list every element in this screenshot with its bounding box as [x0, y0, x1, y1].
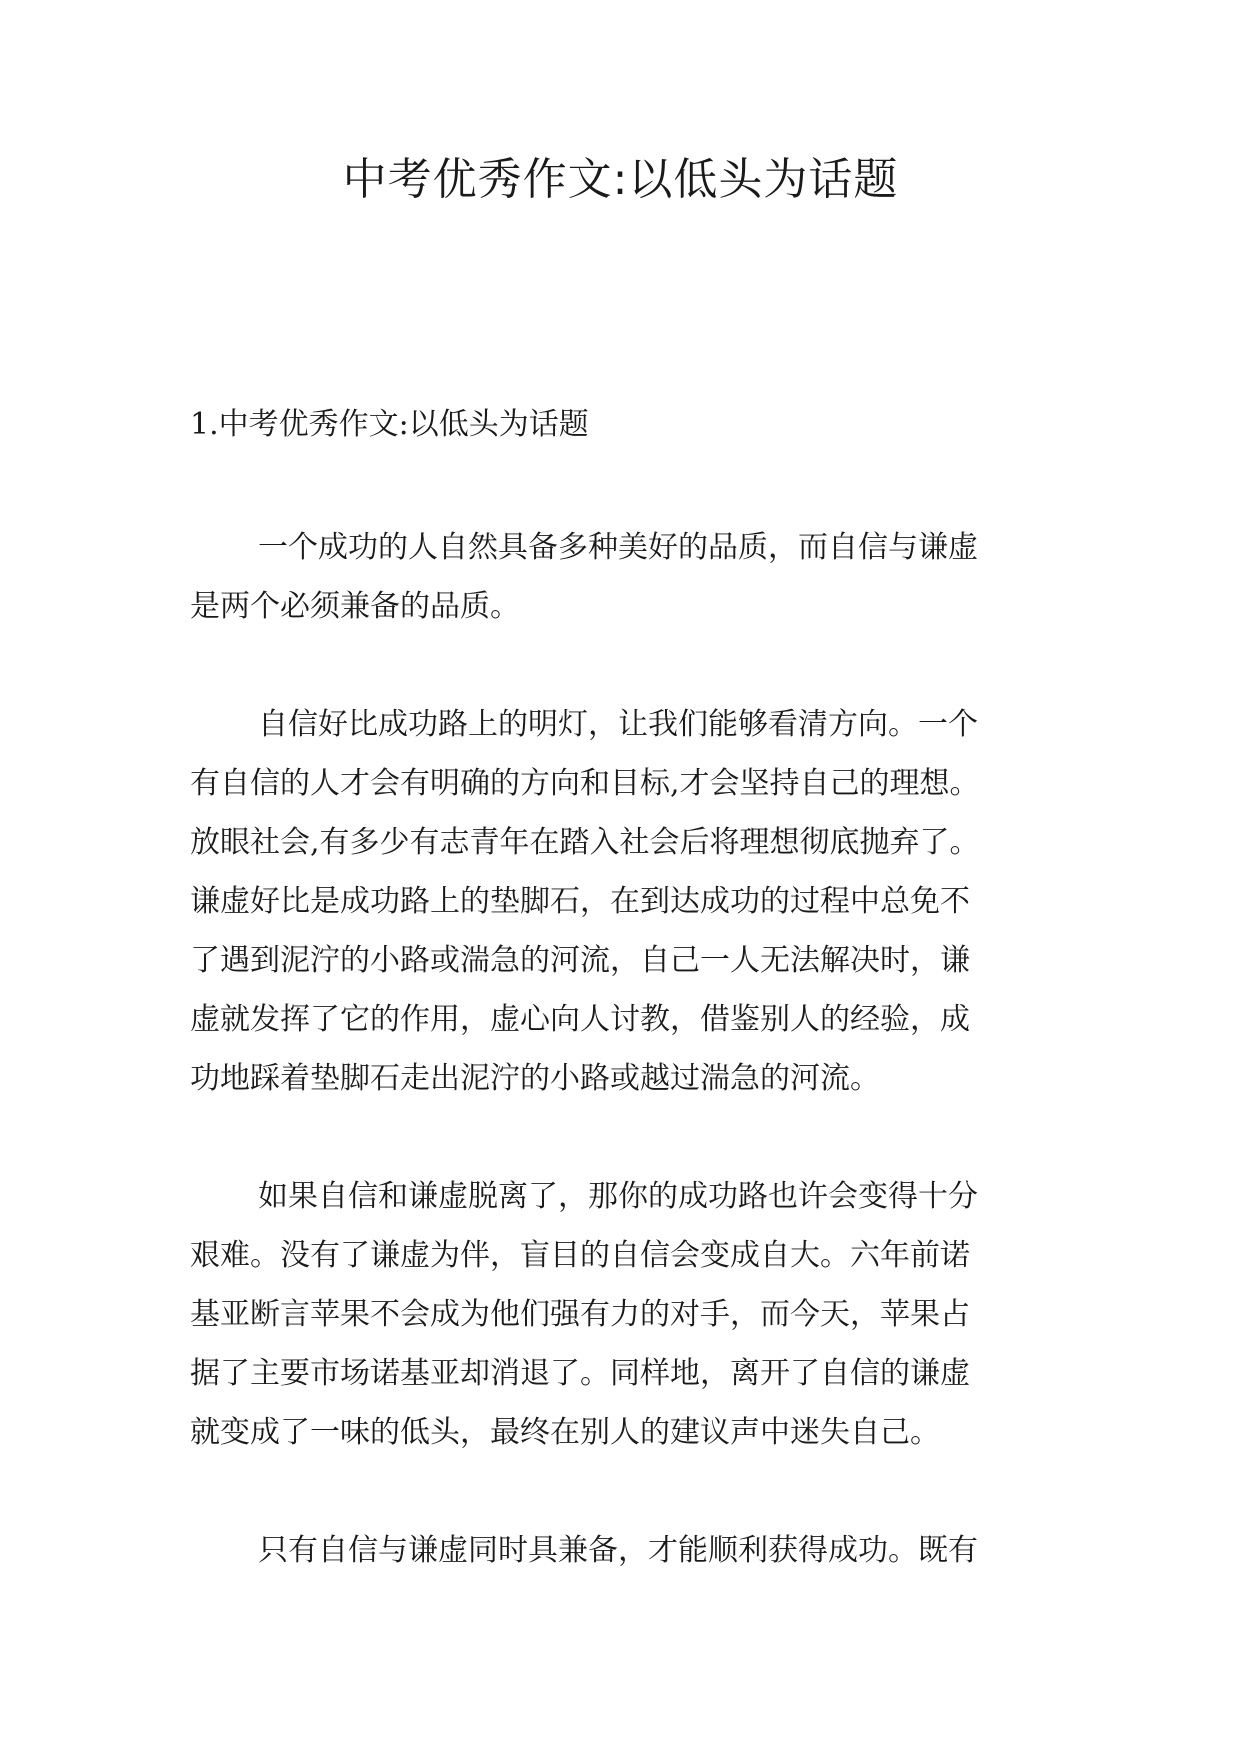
paragraph-2 — [190, 695, 1056, 1108]
text-line: 基亚断言苹果不会成为他们强有力的对手，而今天，苹果占 — [190, 1297, 970, 1332]
paragraph-1 — [190, 518, 1056, 636]
text-line: 功地踩着垫脚石走出泥泞的小路或越过湍急的河流。 — [190, 1061, 880, 1096]
text-line: 有自信的人才会有明确的方向和目标,才会坚持自己的理想。 — [190, 766, 980, 801]
text-line: 据了主要市场诺基亚却消退了。同样地，离开了自信的谦虚 — [190, 1356, 970, 1391]
text-line: 只有自信与谦虚同时具兼备，才能顺利获得成功。既有 — [258, 1533, 978, 1568]
text-line: 是两个必须兼备的品质。 — [190, 589, 520, 624]
section-heading: 1.中考优秀作文:以低头为话题 — [190, 407, 589, 442]
text-line: 艰难。没有了谦虚为伴，盲目的自信会变成自大。六年前诺 — [190, 1238, 970, 1273]
text-line: 自信好比成功路上的明灯，让我们能够看清方向。一个 — [258, 707, 978, 742]
text-line: 谦虚好比是成功路上的垫脚石，在到达成功的过程中总免不 — [190, 884, 970, 919]
essay-body — [190, 518, 1056, 1639]
text-line: 一个成功的人自然具备多种美好的品质，而自信与谦虚 — [258, 530, 978, 565]
text-line: 如果自信和谦虚脱离了，那你的成功路也许会变得十分 — [258, 1179, 978, 1214]
text-line: 虚就发挥了它的作用，虚心向人讨教，借鉴别人的经验，成 — [190, 1002, 970, 1037]
text-line: 了遇到泥泞的小路或湍急的河流，自己一人无法解决时，谦 — [190, 943, 970, 978]
text-line: 就变成了一味的低头，最终在别人的建议声中迷失自己。 — [190, 1415, 940, 1450]
paragraph-3 — [190, 1167, 1056, 1462]
paragraph-4 — [190, 1521, 1056, 1580]
document-title: 中考优秀作文:以低头为话题 — [342, 154, 899, 205]
text-line: 放眼社会,有多少有志青年在踏入社会后将理想彻底抛弃了。 — [190, 825, 980, 860]
